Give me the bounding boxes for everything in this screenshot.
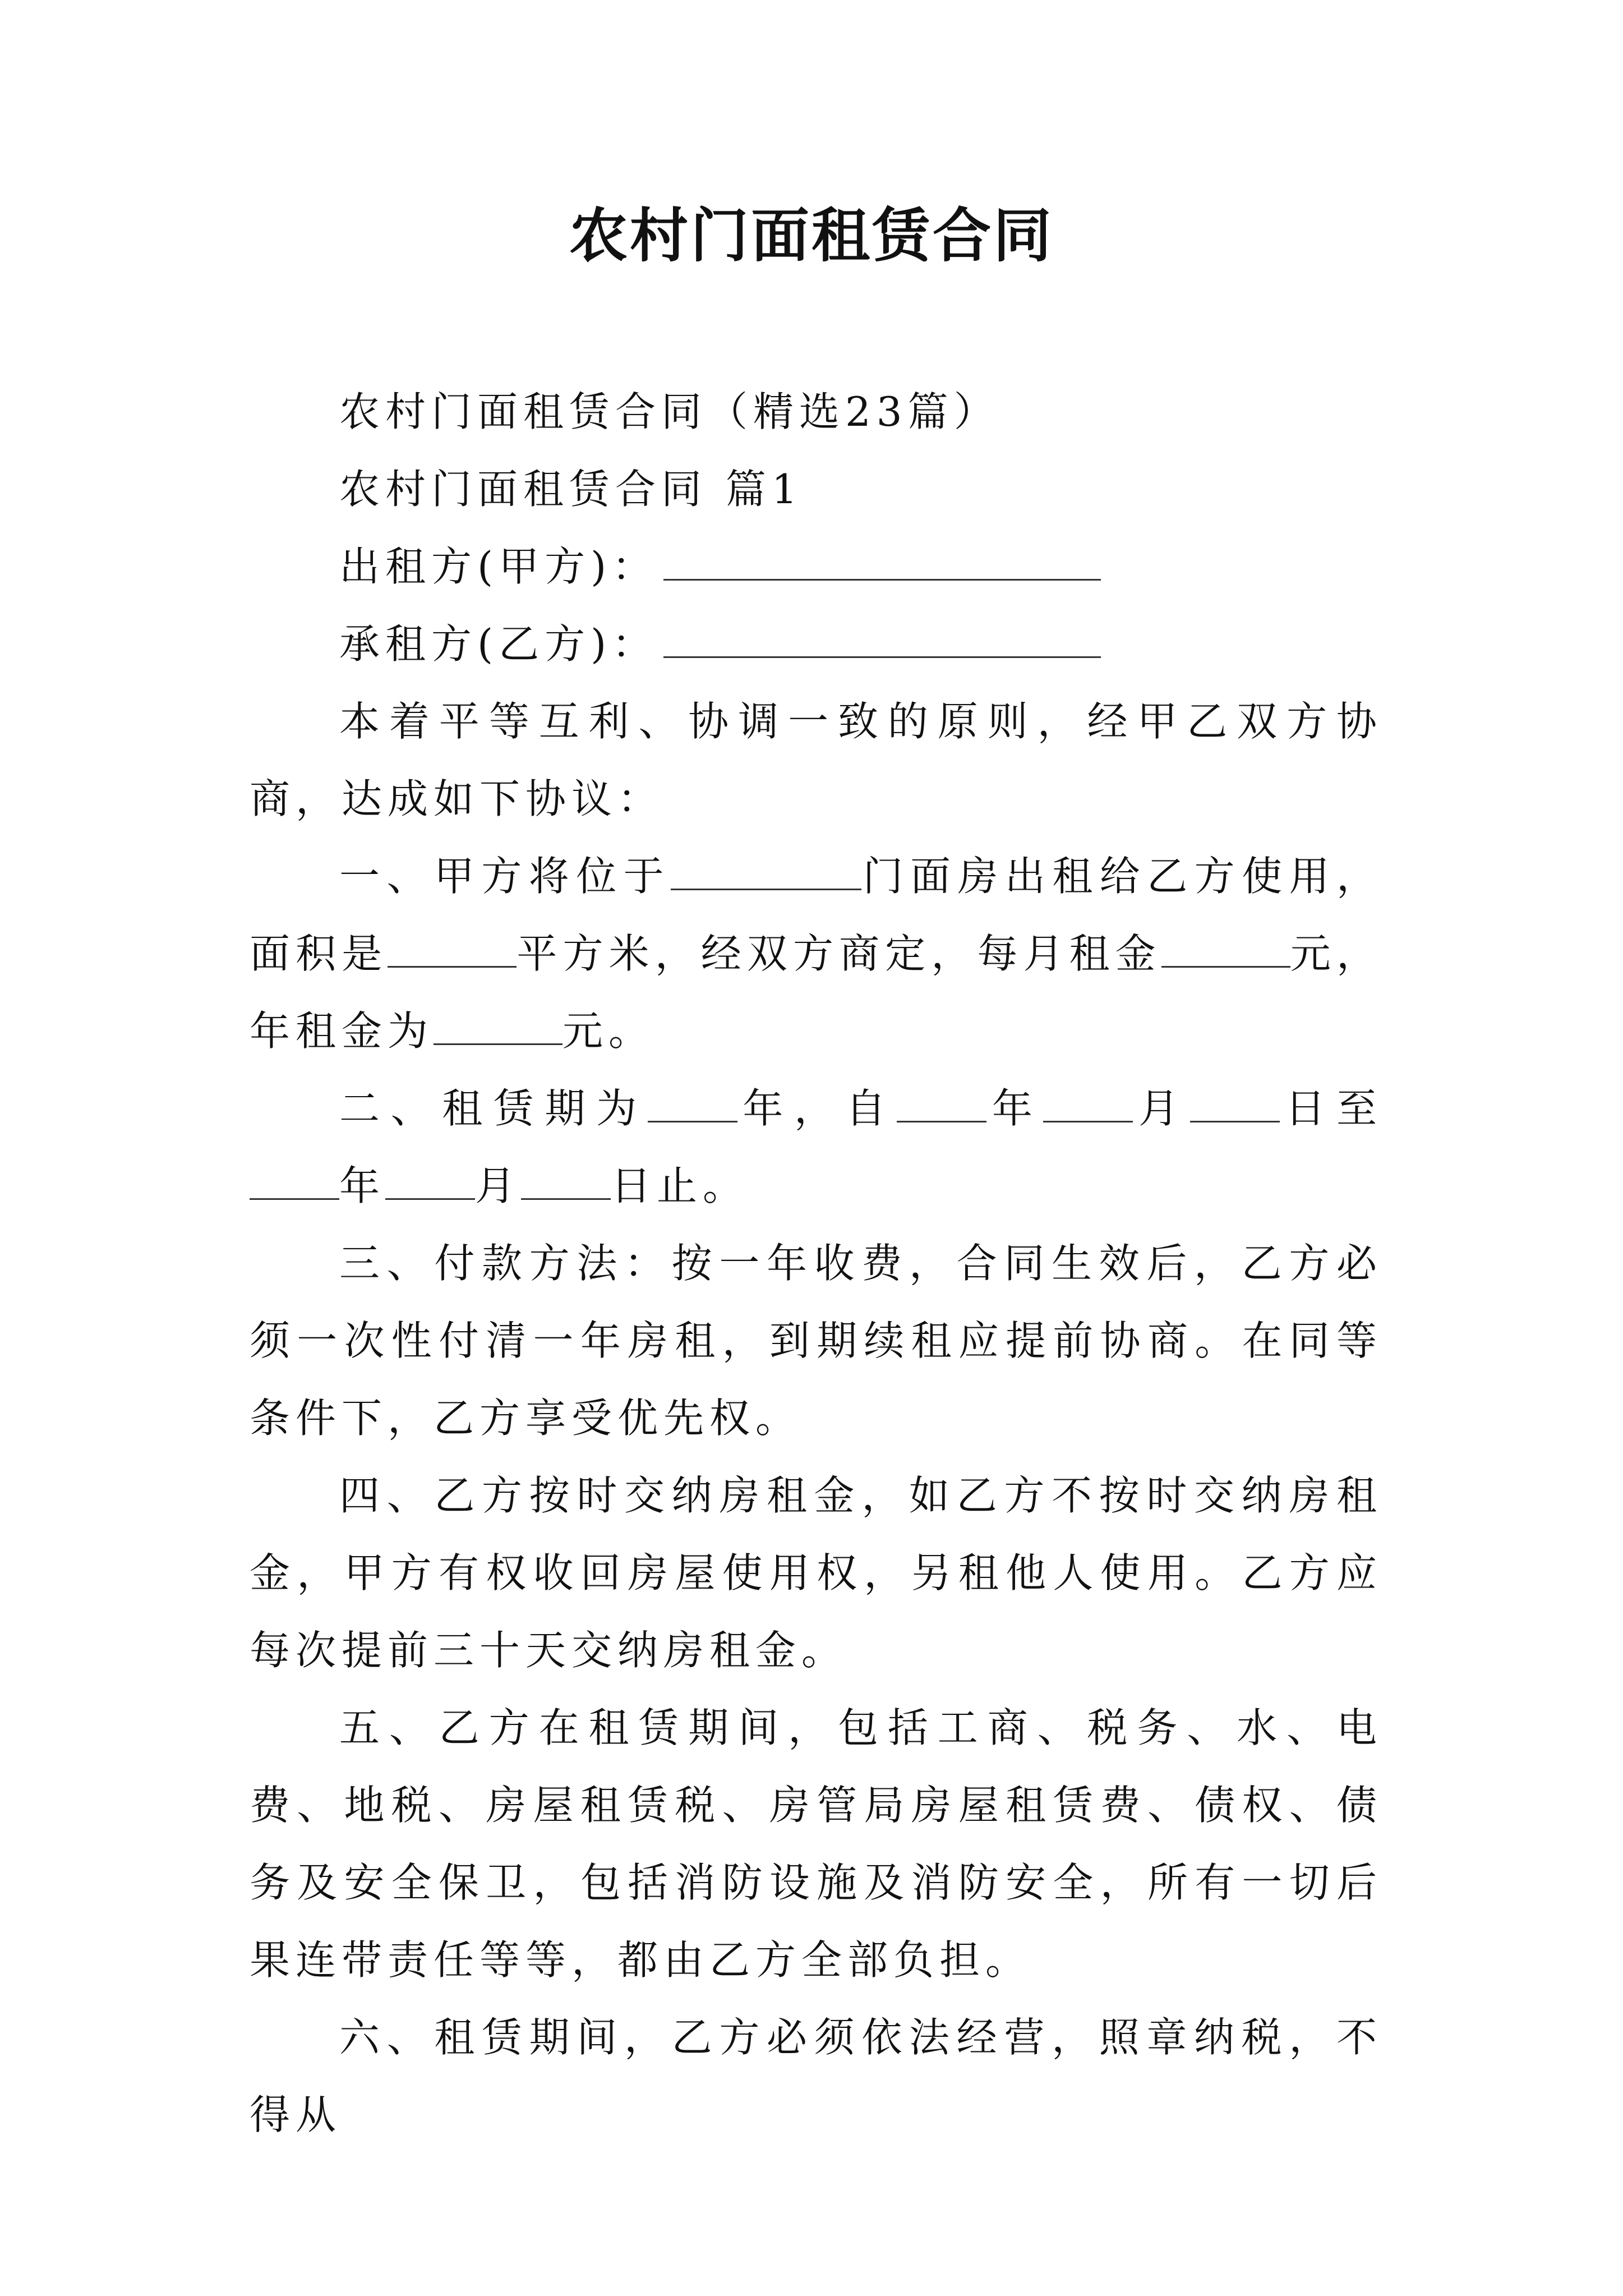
clause-1-text-5: 元。 bbox=[562, 1007, 655, 1055]
clause-2-text-8: 日止。 bbox=[611, 1162, 749, 1209]
clause-1-text-2: 门面房出租给乙方使用，面积是 bbox=[250, 853, 1382, 977]
clause-4: 四、乙方按时交纳房租金，如乙方不按时交纳房租金，甲方有权收回房屋使用权，另租他人使用。乙方应每次提前三十天交纳房租金。 bbox=[250, 1472, 1382, 1674]
clause-2-text-7: 月 bbox=[475, 1162, 522, 1209]
start-year-blank bbox=[897, 1073, 986, 1122]
section-heading: 农村门面租赁合同 篇1 bbox=[339, 466, 803, 513]
clause-1-text-3: 平方米，经双方商定，每月租金 bbox=[517, 930, 1161, 977]
monthly-rent-blank bbox=[1161, 918, 1290, 968]
clause-1 bbox=[250, 838, 1382, 1070]
clause-2-text-4: 月 bbox=[1133, 1085, 1190, 1132]
clause-1-text-4: 元，年租金为 bbox=[250, 930, 1382, 1055]
lessee-blank bbox=[663, 608, 1101, 658]
clause-2-text-5: 日至 bbox=[1279, 1085, 1382, 1132]
end-year-blank bbox=[250, 1150, 339, 1200]
start-day-blank bbox=[1190, 1073, 1280, 1122]
clause-1-text-1: 一、甲方将位于 bbox=[339, 853, 671, 900]
document-title: 农村门面租赁合同 bbox=[569, 201, 1054, 270]
end-day-blank bbox=[521, 1150, 611, 1200]
clause-2-text-2: 年，自 bbox=[737, 1085, 897, 1132]
location-blank bbox=[671, 840, 861, 890]
lessee-line bbox=[250, 605, 1382, 683]
document-body bbox=[250, 373, 1382, 2154]
lessor-label: 出租方(甲方)： bbox=[339, 543, 658, 590]
clause-5: 五、乙方在租赁期间，包括工商、税务、水、电费、地税、房屋租赁税、房管局房屋租赁费、债权、债务及安全保卫，包括消防设施及消防安全，所有一切后果连带责任等等，都由乙方全部负担。 bbox=[250, 1704, 1382, 1984]
clause-2-text-3: 年 bbox=[986, 1085, 1044, 1132]
term-years-blank bbox=[648, 1073, 737, 1122]
start-month-blank bbox=[1043, 1073, 1133, 1122]
clause-2-text-6: 年 bbox=[339, 1162, 386, 1209]
lessor-line bbox=[250, 528, 1382, 605]
clause-6: 六、租赁期间，乙方必须依法经营，照章纳税，不得从 bbox=[250, 2014, 1382, 2138]
annual-rent-blank bbox=[434, 995, 562, 1045]
document-subtitle: 农村门面租赁合同（精选23篇） bbox=[339, 388, 1000, 435]
lessor-blank bbox=[663, 531, 1101, 581]
lessee-label: 承租方(乙方)： bbox=[339, 620, 658, 668]
intro-paragraph: 本着平等互利、协调一致的原则，经甲乙双方协商，达成如下协议： bbox=[250, 698, 1382, 822]
clause-2-text-1: 二、租赁期为 bbox=[339, 1085, 648, 1132]
clause-2 bbox=[250, 1070, 1382, 1225]
area-blank bbox=[388, 918, 517, 968]
clause-3: 三、付款方法：按一年收费，合同生效后，乙方必须一次性付清一年房租，到期续租应提前协商。在同等条件下，乙方享受优先权。 bbox=[250, 1240, 1382, 1442]
end-month-blank bbox=[385, 1150, 475, 1200]
